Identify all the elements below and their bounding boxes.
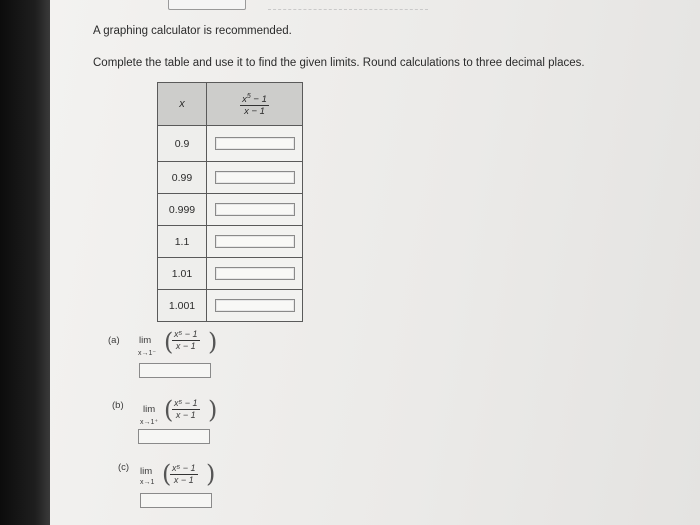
lim-approach: x→1 xyxy=(140,479,155,486)
table-row xyxy=(158,226,303,258)
table-row xyxy=(158,194,303,226)
lim-text: lim xyxy=(140,466,153,477)
table-answer-input-4[interactable] xyxy=(215,235,295,248)
limit-fraction: $\frac{\text{x⁵ − 1}}{x - 1}$ xyxy=(172,463,196,485)
table-answer-input-5[interactable] xyxy=(215,267,295,280)
instructions-text: Complete the table and use it to find the given limits. Round calculations to three decimal places. xyxy=(93,57,585,69)
limit-part-c xyxy=(118,460,238,510)
limit-fraction: $\frac{\text{x⁵ − 1}}{x - 1}$ xyxy=(174,398,198,420)
table-header-row xyxy=(158,83,303,126)
x-value-cell: 1.001 xyxy=(158,290,207,322)
right-paren: ) xyxy=(208,396,218,424)
x-value-cell: 1.01 xyxy=(158,258,207,290)
limit-table xyxy=(157,82,303,322)
part-label: (b) xyxy=(112,400,124,411)
function-denominator: x − 1 xyxy=(244,106,265,118)
limit-answer-input-c[interactable] xyxy=(140,493,212,508)
left-paren: ( xyxy=(164,396,174,424)
table-row xyxy=(158,290,303,322)
table-row xyxy=(158,162,303,194)
table-answer-input-1[interactable] xyxy=(215,137,295,150)
left-paren: ( xyxy=(162,460,172,488)
table-row xyxy=(158,258,303,290)
limit-answer-input-b[interactable] xyxy=(138,429,210,444)
x-value-cell: 0.9 xyxy=(158,126,207,162)
part-label: (c) xyxy=(118,462,130,473)
top-divider xyxy=(268,9,428,10)
x-value-cell: 0.999 xyxy=(158,194,207,226)
left-paren: ( xyxy=(164,328,174,356)
top-answer-box[interactable] xyxy=(168,0,246,10)
table-answer-input-6[interactable] xyxy=(215,299,295,312)
background-edge xyxy=(0,0,50,525)
lim-text: lim xyxy=(143,404,156,415)
x-value-cell: 0.99 xyxy=(158,162,207,194)
limit-part-b xyxy=(112,398,232,448)
x-column-header: x xyxy=(158,83,207,126)
table-row xyxy=(158,126,303,162)
function-fraction xyxy=(240,91,269,117)
f-column-header xyxy=(207,83,303,126)
limit-answer-input-a[interactable] xyxy=(139,363,211,378)
limit-fraction: $\frac{\text{x⁵ − 1}}{x - 1}$ xyxy=(174,329,198,351)
right-paren: ) xyxy=(206,460,216,488)
right-paren: ) xyxy=(208,328,218,356)
lim-approach: x→1⁺ xyxy=(140,419,159,426)
table-answer-input-2[interactable] xyxy=(215,171,295,184)
part-label: (a) xyxy=(108,335,120,346)
x-value-cell: 1.1 xyxy=(158,226,207,258)
table-answer-input-3[interactable] xyxy=(215,203,295,216)
function-numerator: $x^5 - 1$ xyxy=(242,92,267,106)
intro-text: A graphing calculator is recommended. xyxy=(93,25,292,37)
limit-part-a xyxy=(108,328,228,383)
lim-text: lim xyxy=(139,335,152,346)
lim-approach: x→1⁻ xyxy=(138,350,157,357)
